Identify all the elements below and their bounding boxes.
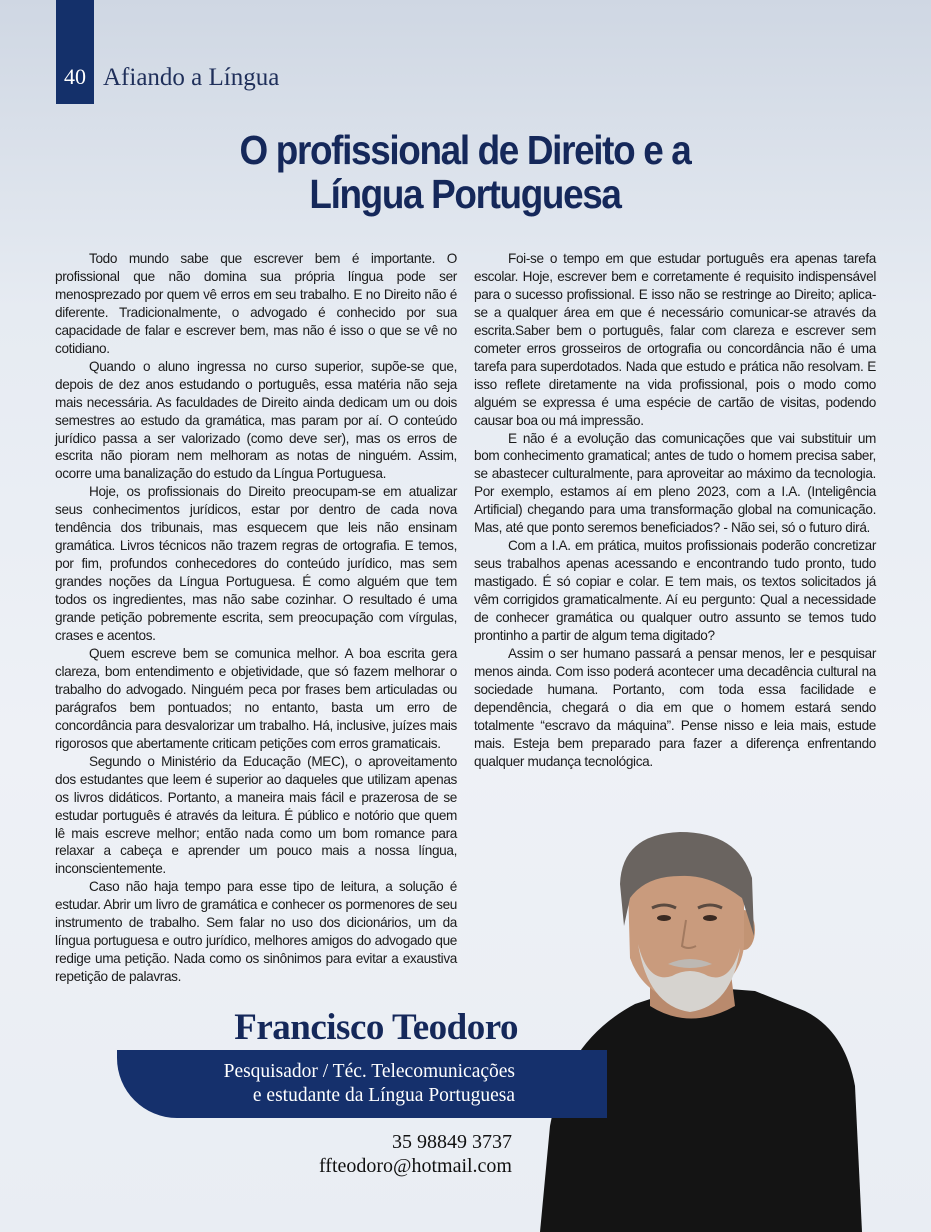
section-title: Afiando a Língua (103, 64, 280, 91)
author-email: ffteodoro@hotmail.com (318, 1155, 512, 1177)
paragraph: Caso não haja tempo para esse tipo de leitura, a solução é estudar. Abrir um livro de gramática e conhecer os pormenores de seu instrumento de trabalho. Sem falar no uso dos dicionários, um da língua portuguesa e outro jurídico, melhores amigos do advogado que redige uma petição. Nada como os sinônimos para evitar a exaustiva repetição de palavras. (55, 879, 457, 985)
article-column-right (474, 250, 876, 771)
article-column-left (55, 250, 457, 986)
title-line-2: Língua Portuguesa (309, 171, 621, 217)
paragraph: Segundo o Ministério da Educação (MEC), o aproveitamento dos estudantes que leem é superior ao daqueles que utilizam apenas os livros didáticos. Portanto, a maneira mais fácil e prazerosa de se estudar português é através da leitura. É público e notório que quem lê mais escreve melhor; então nada como um bom romance para relaxar a cabeça e aprender um pouco mais a nossa língua, inconscientemente. (55, 753, 457, 877)
article-title (155, 128, 776, 216)
author-phone: 35 98849 3737 (392, 1131, 512, 1153)
role-line-2: e estudante da Língua Portuguesa (252, 1085, 515, 1106)
paragraph: Com a I.A. em prática, muitos profissionais poderão concretizar seus trabalhos apenas acessando e encontrando tudo pronto, tudo mastigado. É só copiar e colar. E tem mais, os textos solicitados já vêm corrigidos gramaticalmente. Aí eu pergunto: Qual a necessidade de conhecer gramática ou qualquer outro assunto se temos tudo prontinho a partir de algum tema digitado? (474, 538, 876, 644)
paragraph: Assim o ser humano passará a pensar menos, ler e pesquisar menos ainda. Com isso poderá acontecer uma decadência cultural na sociedade humana. Portanto, com toda essa facilidade e dependência, chegará o dia em que o homem estará sendo totalmente “escravo da máquina”. Pense nisso e leia mais, estude mais. Esteja bem preparado para fazer a diferença enfrentando qualquer mudança tecnológica. (474, 645, 876, 769)
paragraph: Todo mundo sabe que escrever bem é importante. O profissional que não domina sua própria língua pode ser menosprezado por quem vê erros em seu trabalho. E no Direito não é diferente. Tradicionalmente, o advogado é conhecido por sua capacidade de falar e escrever bem, mas não é isso o que se vê no cotidiano. (55, 251, 457, 356)
paragraph: Quando o aluno ingressa no curso superior, supõe-se que, depois de dez anos estudando o português, essa matéria não seja mais necessária. As faculdades de Direito ainda dedicam um ou dois semestres ao estudo da gramática, mas param por aí. O conteúdo jurídico passa a ser valorizado (como deve ser), mas os erros de escrita não pioram nem melhoram as notas de ninguém. Assim, ocorre uma banalização do estudo da Língua Portuguesa. (55, 358, 457, 482)
author-role (130, 1060, 515, 1108)
author-photo (540, 826, 870, 1232)
paragraph: Foi-se o tempo em que estudar português era apenas tarefa escolar. Hoje, escrever bem e corretamente é requisito indispensável para o sucesso profissional. E isso não se restringe ao Direito; aplica-se a qualquer área em que é necessário comunicar-se através da escrita.Saber bem o português, falar com clareza e escrever sem cometer erros grosseiros de ortografia ou concordância não é uma tarefa para superdotados. Nada que estudo e prática não resolvam. E isso reflete diretamente na vida profissional, pois o modo como alguém se expressa é uma espécie de cartão de visitas, podendo causar boa ou má impressão. (474, 251, 876, 428)
author-contact (260, 1130, 512, 1178)
paragraph: Quem escreve bem se comunica melhor. A boa escrita gera clareza, bom entendimento e objetividade, que só fazem melhorar o trabalho do advogado. Ninguém peca por frases bem articuladas ou parágrafos bem pontuados; no entanto, basta um erro de concordância para desvalorizar um trabalho. Há, inclusive, juízes mais rigorosos que abertamente criticam petições com erros gramaticais. (55, 645, 457, 751)
role-line-1: Pesquisador / Téc. Telecomunicações (223, 1061, 515, 1082)
author-name: Francisco Teodoro (234, 1007, 518, 1048)
paragraph: E não é a evolução das comunicações que vai substituir um bom conhecimento gramatical; antes de tudo o homem precisa saber, se abastecer culturalmente, para aproveitar ao máximo da tecnologia. Por exemplo, estamos aí em pleno 2023, com a I.A. (Inteligência Artificial) chegando para uma transformação global na comunicação. Mas, até que ponto seremos beneficiados? - Não sei, só o futuro dirá. (474, 430, 876, 536)
paragraph: Hoje, os profissionais do Direito preocupam-se em atualizar seus conhecimentos jurídicos, estar por dentro de cada nova tendência dos tribunais, mas esquecem que leis não ensinam gramática. Livros técnicos não trazem regras de ortografia. E temos, por fim, profundos conhecedores do conteúdo jurídico, mas sem grandes noções da Língua Portuguesa. É como alguém que tem todos os ingredientes, mas não sabe cozinhar. O resultado é uma grande petição pobremente escrita, sem preocupação com vírgulas, crases e acentos. (55, 484, 457, 644)
page-number: 40 (64, 64, 86, 89)
title-line-1: O profissional de Direito e a (239, 127, 691, 173)
